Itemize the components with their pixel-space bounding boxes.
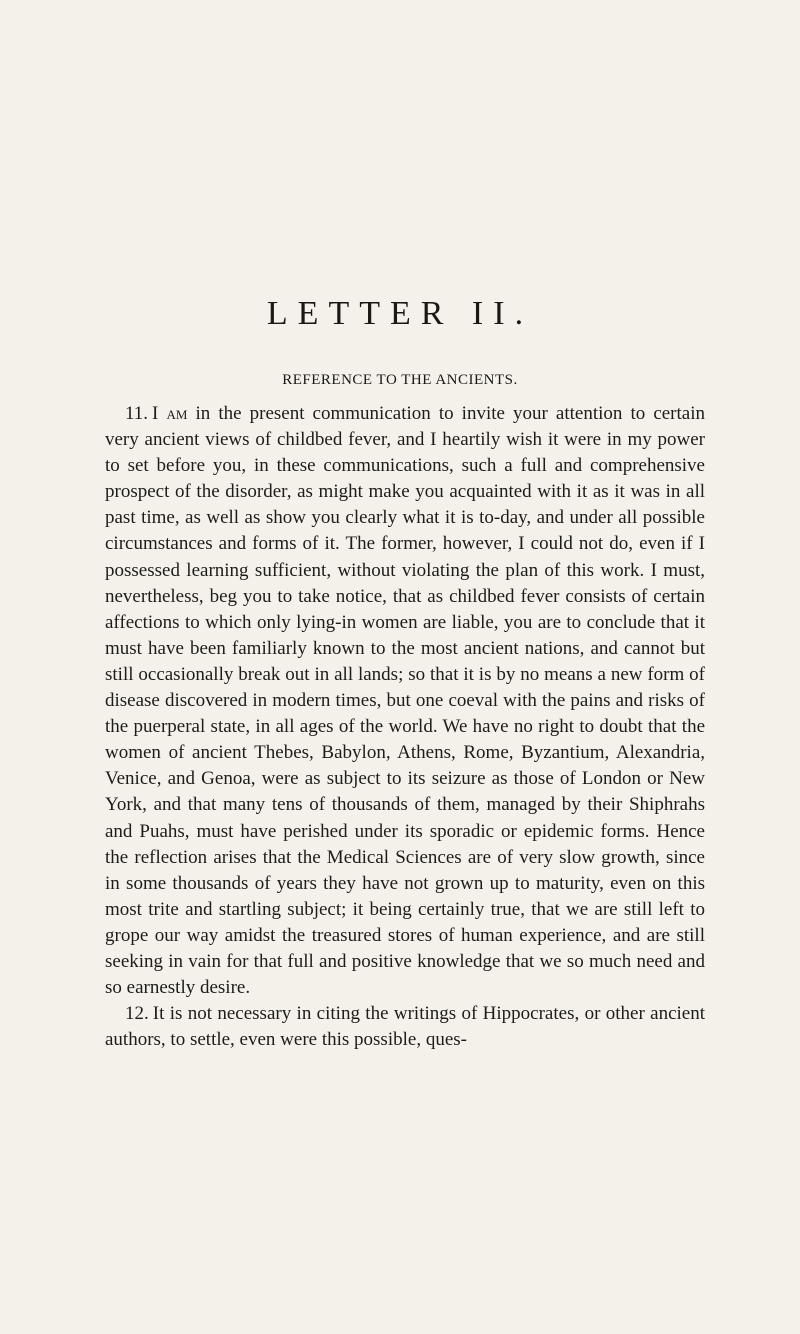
body-text [105,401,705,1053]
letter-title: LETTER II. [266,295,534,332]
paragraph-number: 11. [125,403,149,424]
paragraph-text: It is not necessary in citing the writings of Hippocrates, or other ancient authors, to settle, even were this possible, ques- [105,1003,705,1051]
paragraph-lead: I am [152,403,188,424]
paragraph-number: 12. [125,1003,149,1025]
paragraph-text: in the present communication to invite your attention to certain very ancient views of childbed fever, and I heartily wish it were in my power to set before you, in these communications, such a full and comprehensive prospect of the disorder, as might make you acquainted with it as it was in all past time, as well as show you clearly what it is to-day, and under all possible circumstances and forms of it. The former, however, I could not do, even if I possessed learning sufficient, without violating the plan of this work. I must, nevertheless, beg you to take notice, that as childbed fever consists of certain affections to which only lying-in women are liable, you are to conclude that it must have been familiarly known to the most ancient nations, and cannot but still occasionally break out in all lands; so that it is by no means a new form of disease discovered in modern times, but one coeval with the pains and risks of the puerperal state, in all ages of the world. We have no right to doubt that the women of ancient Thebes, Babylon, Athens, Rome, Byzantium, Alexandria, Venice, and Genoa, were as subject to its seizure as those of London or New York, and that many tens of thousands of them, managed by their Shiphrahs and Puahs, must have perished under its sporadic or epidemic forms. Hence the reflection arises that the Medical Sciences are of very slow growth, since in some thousands of years they have not grown up to maturity, even on this most trite and startling subject; it being certainly true, that we are still left to grope our way amidst the treasured stores of human experience, and are still seeking in vain for that full and positive knowledge that we so much need and so earnestly desire. [105,403,706,999]
paragraph-11 [105,401,705,1001]
section-heading: REFERENCE TO THE ANCIENTS. [282,372,518,388]
paragraph-12 [105,1001,705,1053]
